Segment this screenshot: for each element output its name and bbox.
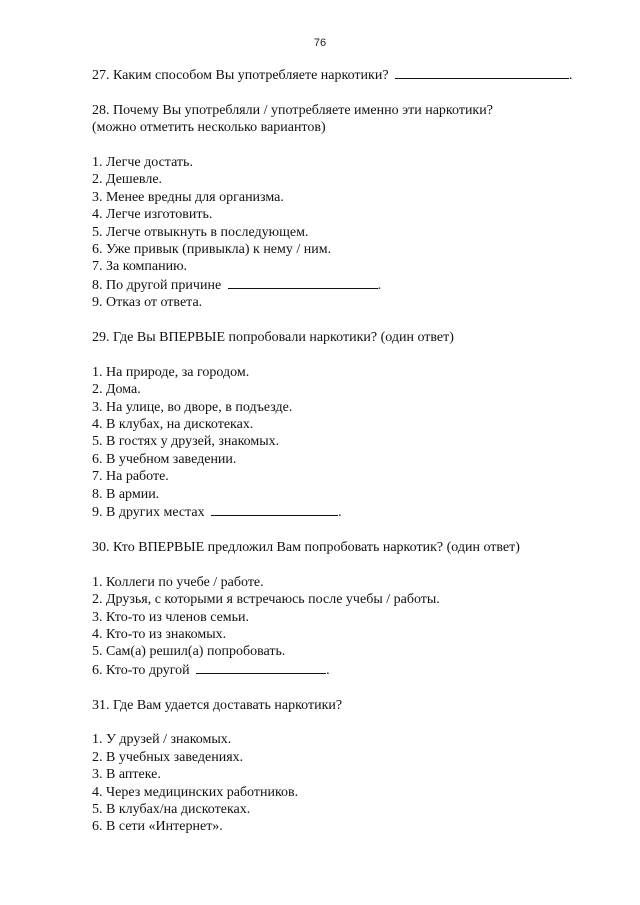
q29-option-3: 3. На улице, во дворе, в подъезде. bbox=[92, 399, 293, 415]
q31-option-3: 3. В аптеке. bbox=[92, 767, 161, 783]
q29-option-4: 4. В клубах, на дискотеках. bbox=[92, 417, 254, 433]
q28-option-3: 3. Менее вредны для организма. bbox=[92, 189, 284, 205]
question-29-text: 29. Где Вы ВПЕРВЫЕ попробовали наркотики? (один ответ) bbox=[92, 330, 454, 346]
q28-option-8-label: 8. По другой причине bbox=[92, 277, 222, 293]
q29-option-9 bbox=[92, 503, 602, 521]
q29-option-9-label: 9. В других местах bbox=[92, 505, 205, 521]
question-27 bbox=[92, 66, 602, 84]
answer-blank-28[interactable] bbox=[228, 276, 378, 289]
q28-option-8-end: . bbox=[377, 277, 382, 293]
q30-option-6 bbox=[92, 661, 602, 679]
q30-option-6-label: 6. Кто-то другой bbox=[92, 662, 190, 678]
q29-option-1: 1. На природе, за городом. bbox=[92, 364, 250, 380]
q30-option-1: 1. Коллеги по учебе / работе. bbox=[92, 574, 264, 590]
q31-option-2: 2. В учебных заведениях. bbox=[92, 749, 244, 765]
q29-option-9-end: . bbox=[338, 505, 342, 521]
q28-option-9: 9. Отказ от ответа. bbox=[92, 295, 203, 311]
question-27-end: . bbox=[569, 68, 573, 83]
q30-option-3: 3. Кто-то из членов семьи. bbox=[92, 609, 250, 625]
q29-option-7: 7. На работе. bbox=[92, 469, 169, 485]
q28-option-8 bbox=[92, 276, 602, 294]
q30-option-5: 5. Сам(а) решил(а) попробовать. bbox=[92, 644, 286, 660]
q30-option-2: 2. Друзья, с которыми я встречаюсь после учебы / работы. bbox=[92, 592, 440, 608]
q30-option-6-end: . bbox=[326, 662, 330, 678]
q29-option-2: 2. Дома. bbox=[92, 382, 141, 398]
q31-option-4: 4. Через медицинских работников. bbox=[92, 784, 299, 800]
question-30-text: 30. Кто ВПЕРВЫЕ предложил Вам попробовать наркотик? (один ответ) bbox=[92, 539, 520, 555]
answer-blank-27[interactable] bbox=[395, 66, 569, 79]
q30-option-4: 4. Кто-то из знакомых. bbox=[92, 626, 227, 642]
q31-option-5: 5. В клубах/на дискотеках. bbox=[92, 801, 251, 817]
q29-option-6: 6. В учебном заведении. bbox=[92, 451, 237, 467]
q29-option-8: 8. В армии. bbox=[92, 486, 160, 502]
questionnaire-body bbox=[92, 66, 602, 836]
question-31-text: 31. Где Вам удается доставать наркотики? bbox=[92, 697, 343, 713]
answer-blank-30[interactable] bbox=[196, 661, 326, 674]
q29-option-5: 5. В гостях у друзей, знакомых. bbox=[92, 434, 280, 450]
q28-option-6: 6. Уже привык (привыкла) к нему / ним. bbox=[92, 242, 332, 258]
question-27-text: 27. Каким способом Вы употребляете наркотики? bbox=[92, 68, 389, 83]
question-28-text: 28. Почему Вы употребляли / употребляете именно эти наркотики? bbox=[92, 102, 493, 118]
q28-option-1: 1. Легче достать. bbox=[92, 155, 193, 170]
q28-option-2: 2. Дешевле. bbox=[92, 172, 163, 188]
q28-option-4: 4. Легче изготовить. bbox=[92, 207, 213, 223]
q31-option-6: 6. В сети «Интернет». bbox=[92, 819, 223, 835]
page-number: 76 bbox=[313, 37, 327, 49]
q31-option-1: 1. У друзей / знакомых. bbox=[92, 732, 232, 748]
q28-option-5: 5. Легче отвыкнуть в последующем. bbox=[92, 224, 309, 240]
question-28-note: (можно отметить несколько вариантов) bbox=[92, 120, 326, 136]
q28-option-7: 7. За компанию. bbox=[92, 259, 188, 275]
answer-blank-29[interactable] bbox=[211, 503, 338, 516]
